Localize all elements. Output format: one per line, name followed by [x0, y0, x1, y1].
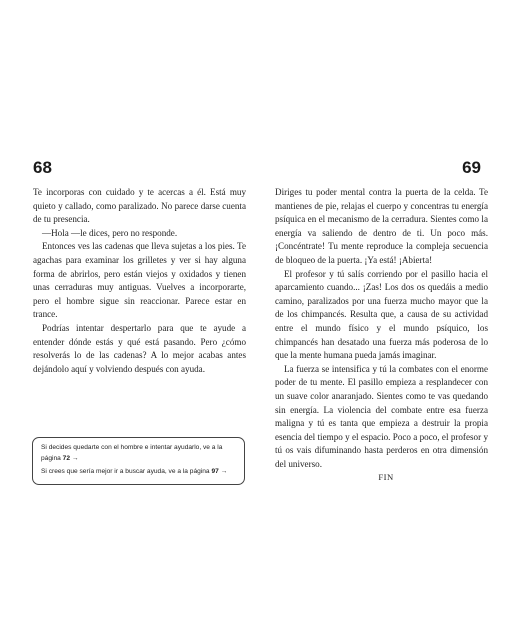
choice-option[interactable] [41, 443, 236, 464]
choice-text: Si decides quedarte con el hombre e intentar ayudarlo, ve a la página [41, 444, 223, 462]
paragraph: El profesor y tú salís corriendo por el pasillo hacia el aparcamiento cuando... ¡Zas! Los dos os quedáis a medio camino, paralizados por una fuerza mucho mayor que la de los chimpancés. Resulta que, a causa de su actividad entre el mundo físico y el mundo psíquico, los chimpancés han desatado una fuerza más poderosa de lo que la mente humana pueda jamás imaginar. [275, 268, 488, 361]
choice-page-number: 72 [62, 454, 70, 462]
choices-box [32, 437, 245, 485]
paragraph: Podrías intentar despertarlo para que te ayude a entender dónde estás y qué está pasando. Pero ¿cómo resolverás lo de las cadenas? A lo mejor acabas antes dejándolo aquí y volviendo después con ayuda. [33, 322, 246, 374]
page-number-left: 68 [33, 158, 52, 177]
ending-label: FIN [378, 472, 394, 483]
choice-option[interactable] [41, 467, 236, 478]
paragraph: Entonces ves las cadenas que lleva sujetas a los pies. Te agachas para examinar los grilletes y ver si hay alguna forma de abrirlos, pero están viejos y oxidados y tienen unas cerraduras muy antiguas. Vuelves a incorporarte, pero el hombre sigue sin reaccionar. Parece estar en trance. [33, 241, 246, 320]
paragraph: Diriges tu poder mental contra la puerta de la celda. Te mantienes de pie, relajas el cuerpo y concentras tu energía psíquica en el mecanismo de la cerradura. Sientes como la energía va saliendo de dentro de ti. Un poco más. ¡Concéntrate! Tu mente reproduce la compleja secuencia de bloqueo de la puerta. ¡Ya está! ¡Abierta! [275, 187, 488, 265]
right-page [258, 0, 516, 640]
paragraph: Te incorporas con cuidado y te acercas a él. Está muy quieto y callado, como paralizado. No parece darse cuenta de tu presencia. [33, 187, 246, 225]
arrow-right-icon: → [220, 468, 228, 475]
choice-text: Si crees que sería mejor ir a buscar ayuda, ve a la página [41, 468, 210, 475]
paragraph: La fuerza se intensifica y tú la combates con el enorme poder de tu mente. El pasillo empieza a resplandecer con un suave color anaranjado. Sientes como te vas quedando sin energía. La violencia del combate entre esa fuerza maligna y tú es tanta que empieza a destruir la propia esencia del tiempo y el espacio. Poco a poco, el profesor y tú os vais difuminando hasta perderos en otra dimensión del universo. [275, 363, 488, 469]
left-page-text [33, 186, 246, 376]
paragraph: —Hola —le dices, pero no responde. [42, 227, 178, 238]
choice-page-number: 97 [211, 468, 219, 475]
arrow-right-icon: → [71, 454, 79, 462]
right-page-text [275, 186, 488, 485]
page-number-right: 69 [462, 158, 481, 177]
